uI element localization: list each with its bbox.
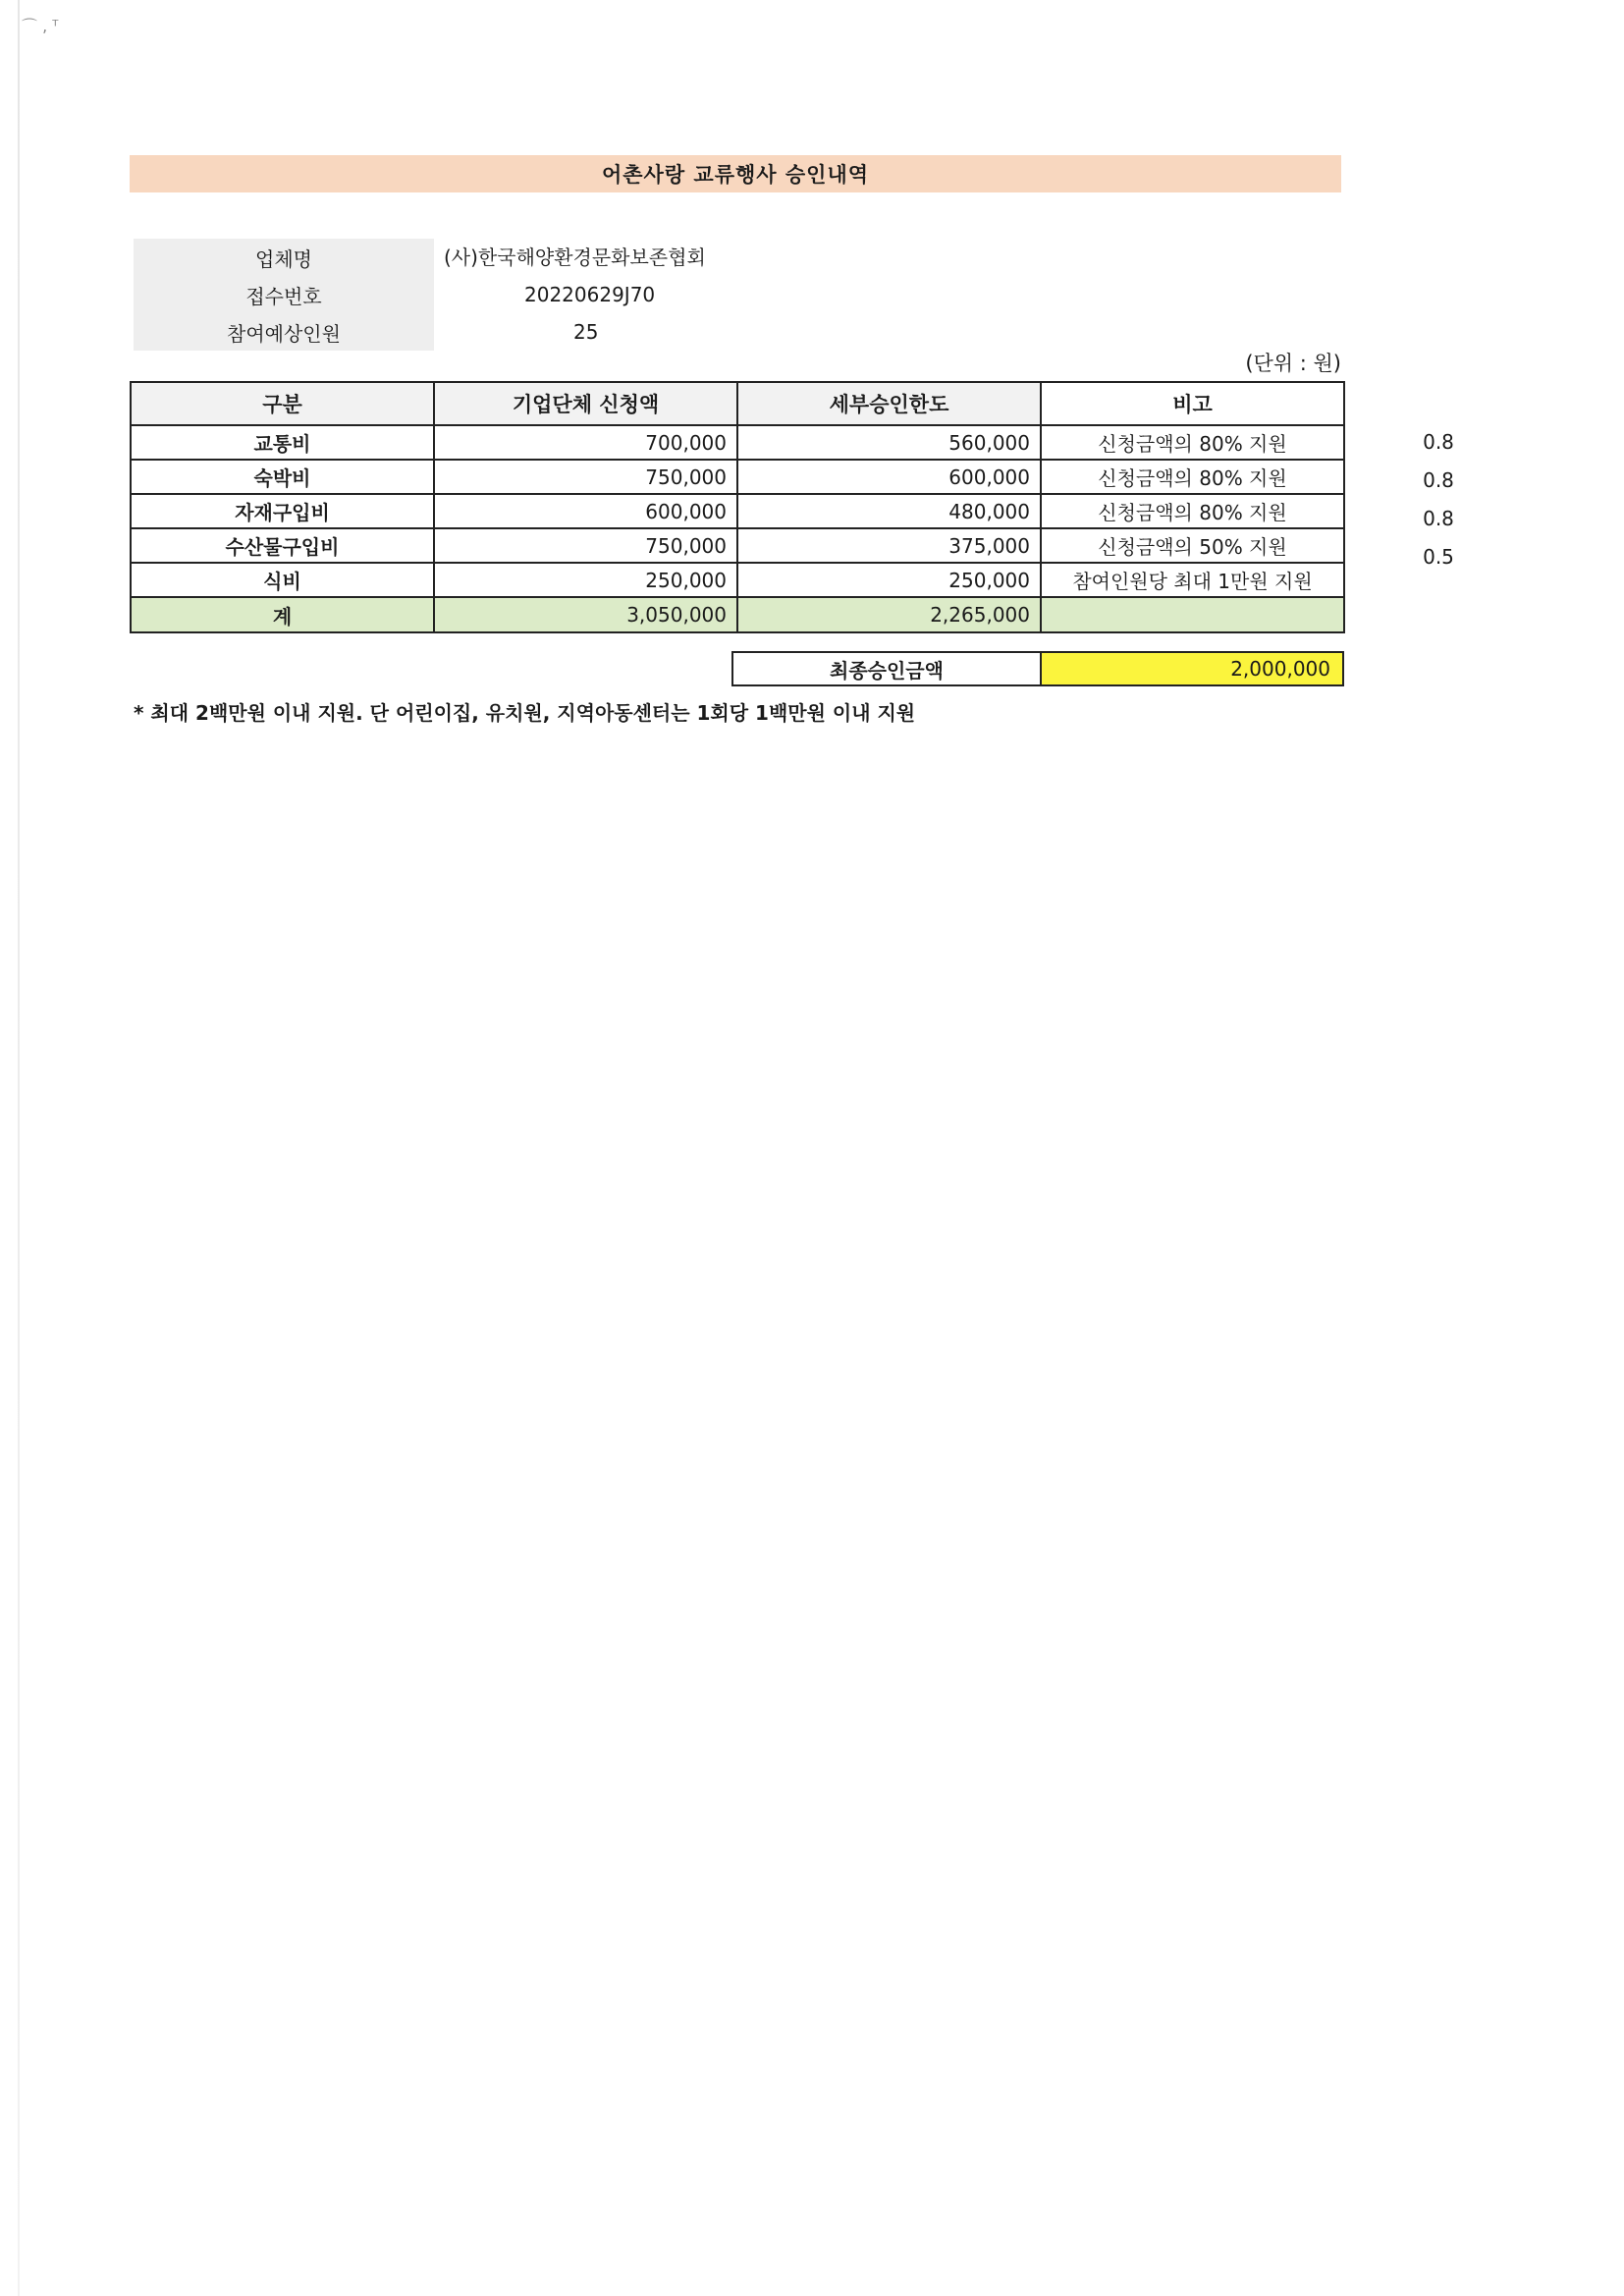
row-requested: 750,000	[434, 460, 737, 494]
approval-table	[130, 381, 1345, 633]
participants-value: 25	[573, 320, 599, 344]
row-note: 신청금액의 80% 지원	[1041, 494, 1344, 528]
table-row	[131, 528, 1344, 563]
header-note: 비고	[1041, 382, 1344, 425]
row-category: 자재구입비	[131, 494, 434, 528]
row-category: 수산물구입비	[131, 528, 434, 563]
row-category: 숙박비	[131, 460, 434, 494]
total-row	[131, 597, 1344, 632]
table-row	[131, 563, 1344, 597]
row-category: 교통비	[131, 425, 434, 460]
row-requested: 750,000	[434, 528, 737, 563]
row-requested: 250,000	[434, 563, 737, 597]
total-limit: 2,265,000	[737, 597, 1041, 632]
document-title: 어촌사랑 교류행사 승인내역	[130, 155, 1341, 192]
total-note	[1041, 597, 1344, 632]
participants-label: 참여예상인원	[134, 313, 434, 351]
total-requested: 3,050,000	[434, 597, 737, 632]
row-requested: 600,000	[434, 494, 737, 528]
row-note: 신청금액의 80% 지원	[1041, 460, 1344, 494]
row-limit: 480,000	[737, 494, 1041, 528]
table-header-row	[131, 382, 1344, 425]
ratio-value: 0.5	[1423, 545, 1454, 569]
final-approval-label: 최종승인금액	[733, 653, 1042, 684]
receipt-number-value: 20220629J70	[524, 283, 656, 306]
row-note: 참여인원당 최대 1만원 지원	[1041, 563, 1344, 597]
row-limit: 250,000	[737, 563, 1041, 597]
table-row	[131, 460, 1344, 494]
unit-note: (단위 : 원)	[1245, 352, 1341, 375]
row-note: 신청금액의 80% 지원	[1041, 425, 1344, 460]
footnote: * 최대 2백만원 이내 지원. 단 어린이집, 유치원, 지역아동센터는 1회당 1백만원 이내 지원	[134, 701, 916, 725]
company-value: (사)한국해양환경문화보존협회	[444, 245, 706, 269]
row-requested: 700,000	[434, 425, 737, 460]
row-limit: 375,000	[737, 528, 1041, 563]
header-category: 구분	[131, 382, 434, 425]
scan-edge	[18, 0, 20, 2296]
table-row	[131, 425, 1344, 460]
total-category: 계	[131, 597, 434, 632]
scan-corner-mark: ⌒ , ᵀ	[22, 17, 59, 35]
header-limit: 세부승인한도	[737, 382, 1041, 425]
final-approval-value: 2,000,000	[1042, 653, 1342, 684]
company-label: 업체명	[134, 239, 434, 276]
header-requested: 기업단체 신청액	[434, 382, 737, 425]
table-row	[131, 494, 1344, 528]
ratio-value: 0.8	[1423, 468, 1454, 492]
ratio-value: 0.8	[1423, 507, 1454, 530]
row-limit: 560,000	[737, 425, 1041, 460]
final-approval-box	[731, 651, 1344, 686]
ratio-value: 0.8	[1423, 430, 1454, 454]
row-limit: 600,000	[737, 460, 1041, 494]
row-note: 신청금액의 50% 지원	[1041, 528, 1344, 563]
row-category: 식비	[131, 563, 434, 597]
receipt-number-label: 접수번호	[134, 276, 434, 313]
